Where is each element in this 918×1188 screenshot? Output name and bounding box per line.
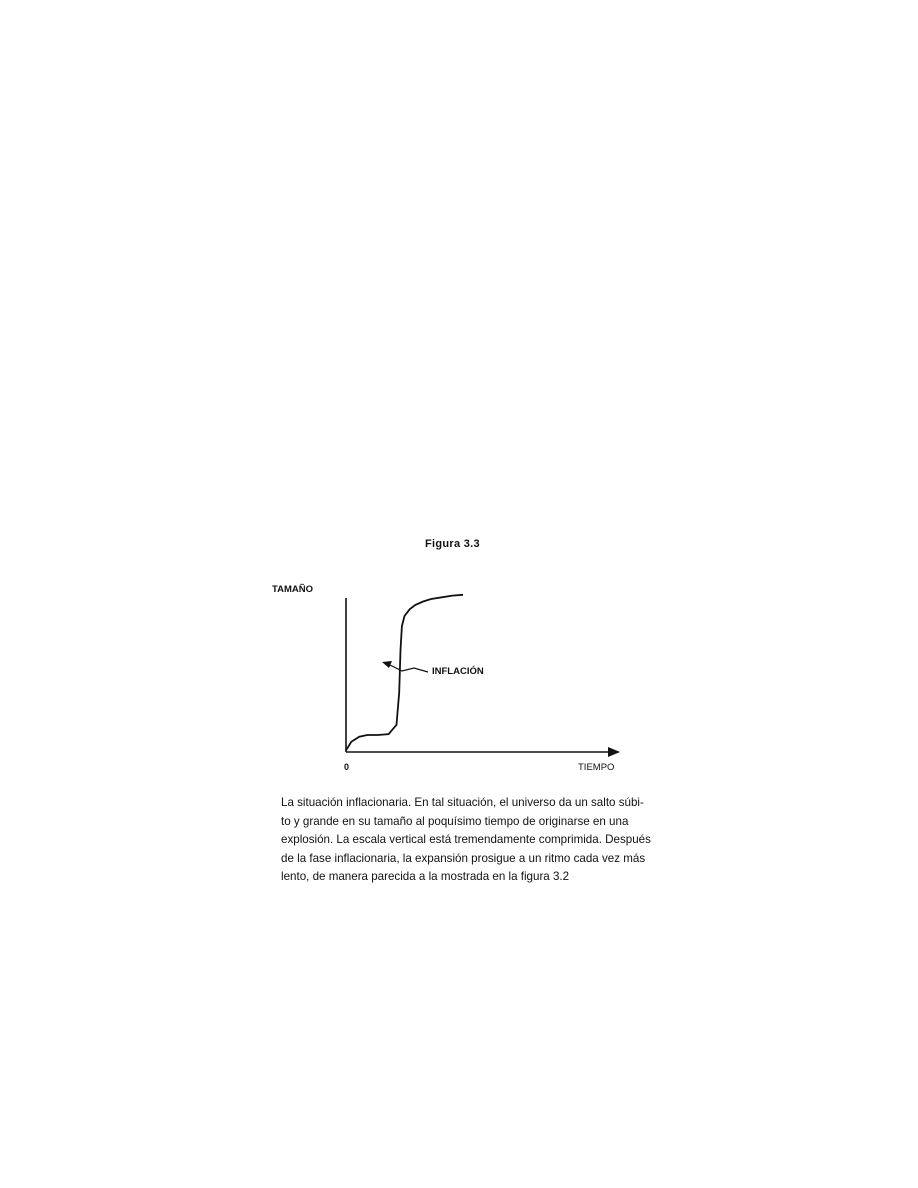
caption-line: explosión. La escala vertical está tremendamente comprimida. Después <box>281 833 651 847</box>
caption-line: de la fase inflacionaria, la expansión prosigue a un ritmo cada vez más <box>281 851 646 865</box>
caption-line: La situación inflacionaria. En tal situación, el universo da un salto súbi- <box>281 796 644 809</box>
inflation-annotation <box>382 661 484 677</box>
figure-title: Figura 3.3 <box>425 538 480 550</box>
figure-caption <box>281 794 681 887</box>
annotation-arrow-shaft <box>390 665 428 672</box>
caption-line: lento, de manera parecida a la mostrada en la figura 3.2 <box>281 870 570 884</box>
annotation-label: INFLACIÓN <box>432 666 484 677</box>
x-axis-arrowhead <box>608 747 620 757</box>
x-axis-label: TIEMPO <box>578 762 615 773</box>
x-origin-label: 0 <box>344 762 350 772</box>
annotation-arrowhead <box>382 661 392 668</box>
caption-line: to y grande en su tamaño al poquísimo tiempo de originarse en una <box>281 814 629 828</box>
y-axis-label: TAMAÑO <box>272 584 313 595</box>
